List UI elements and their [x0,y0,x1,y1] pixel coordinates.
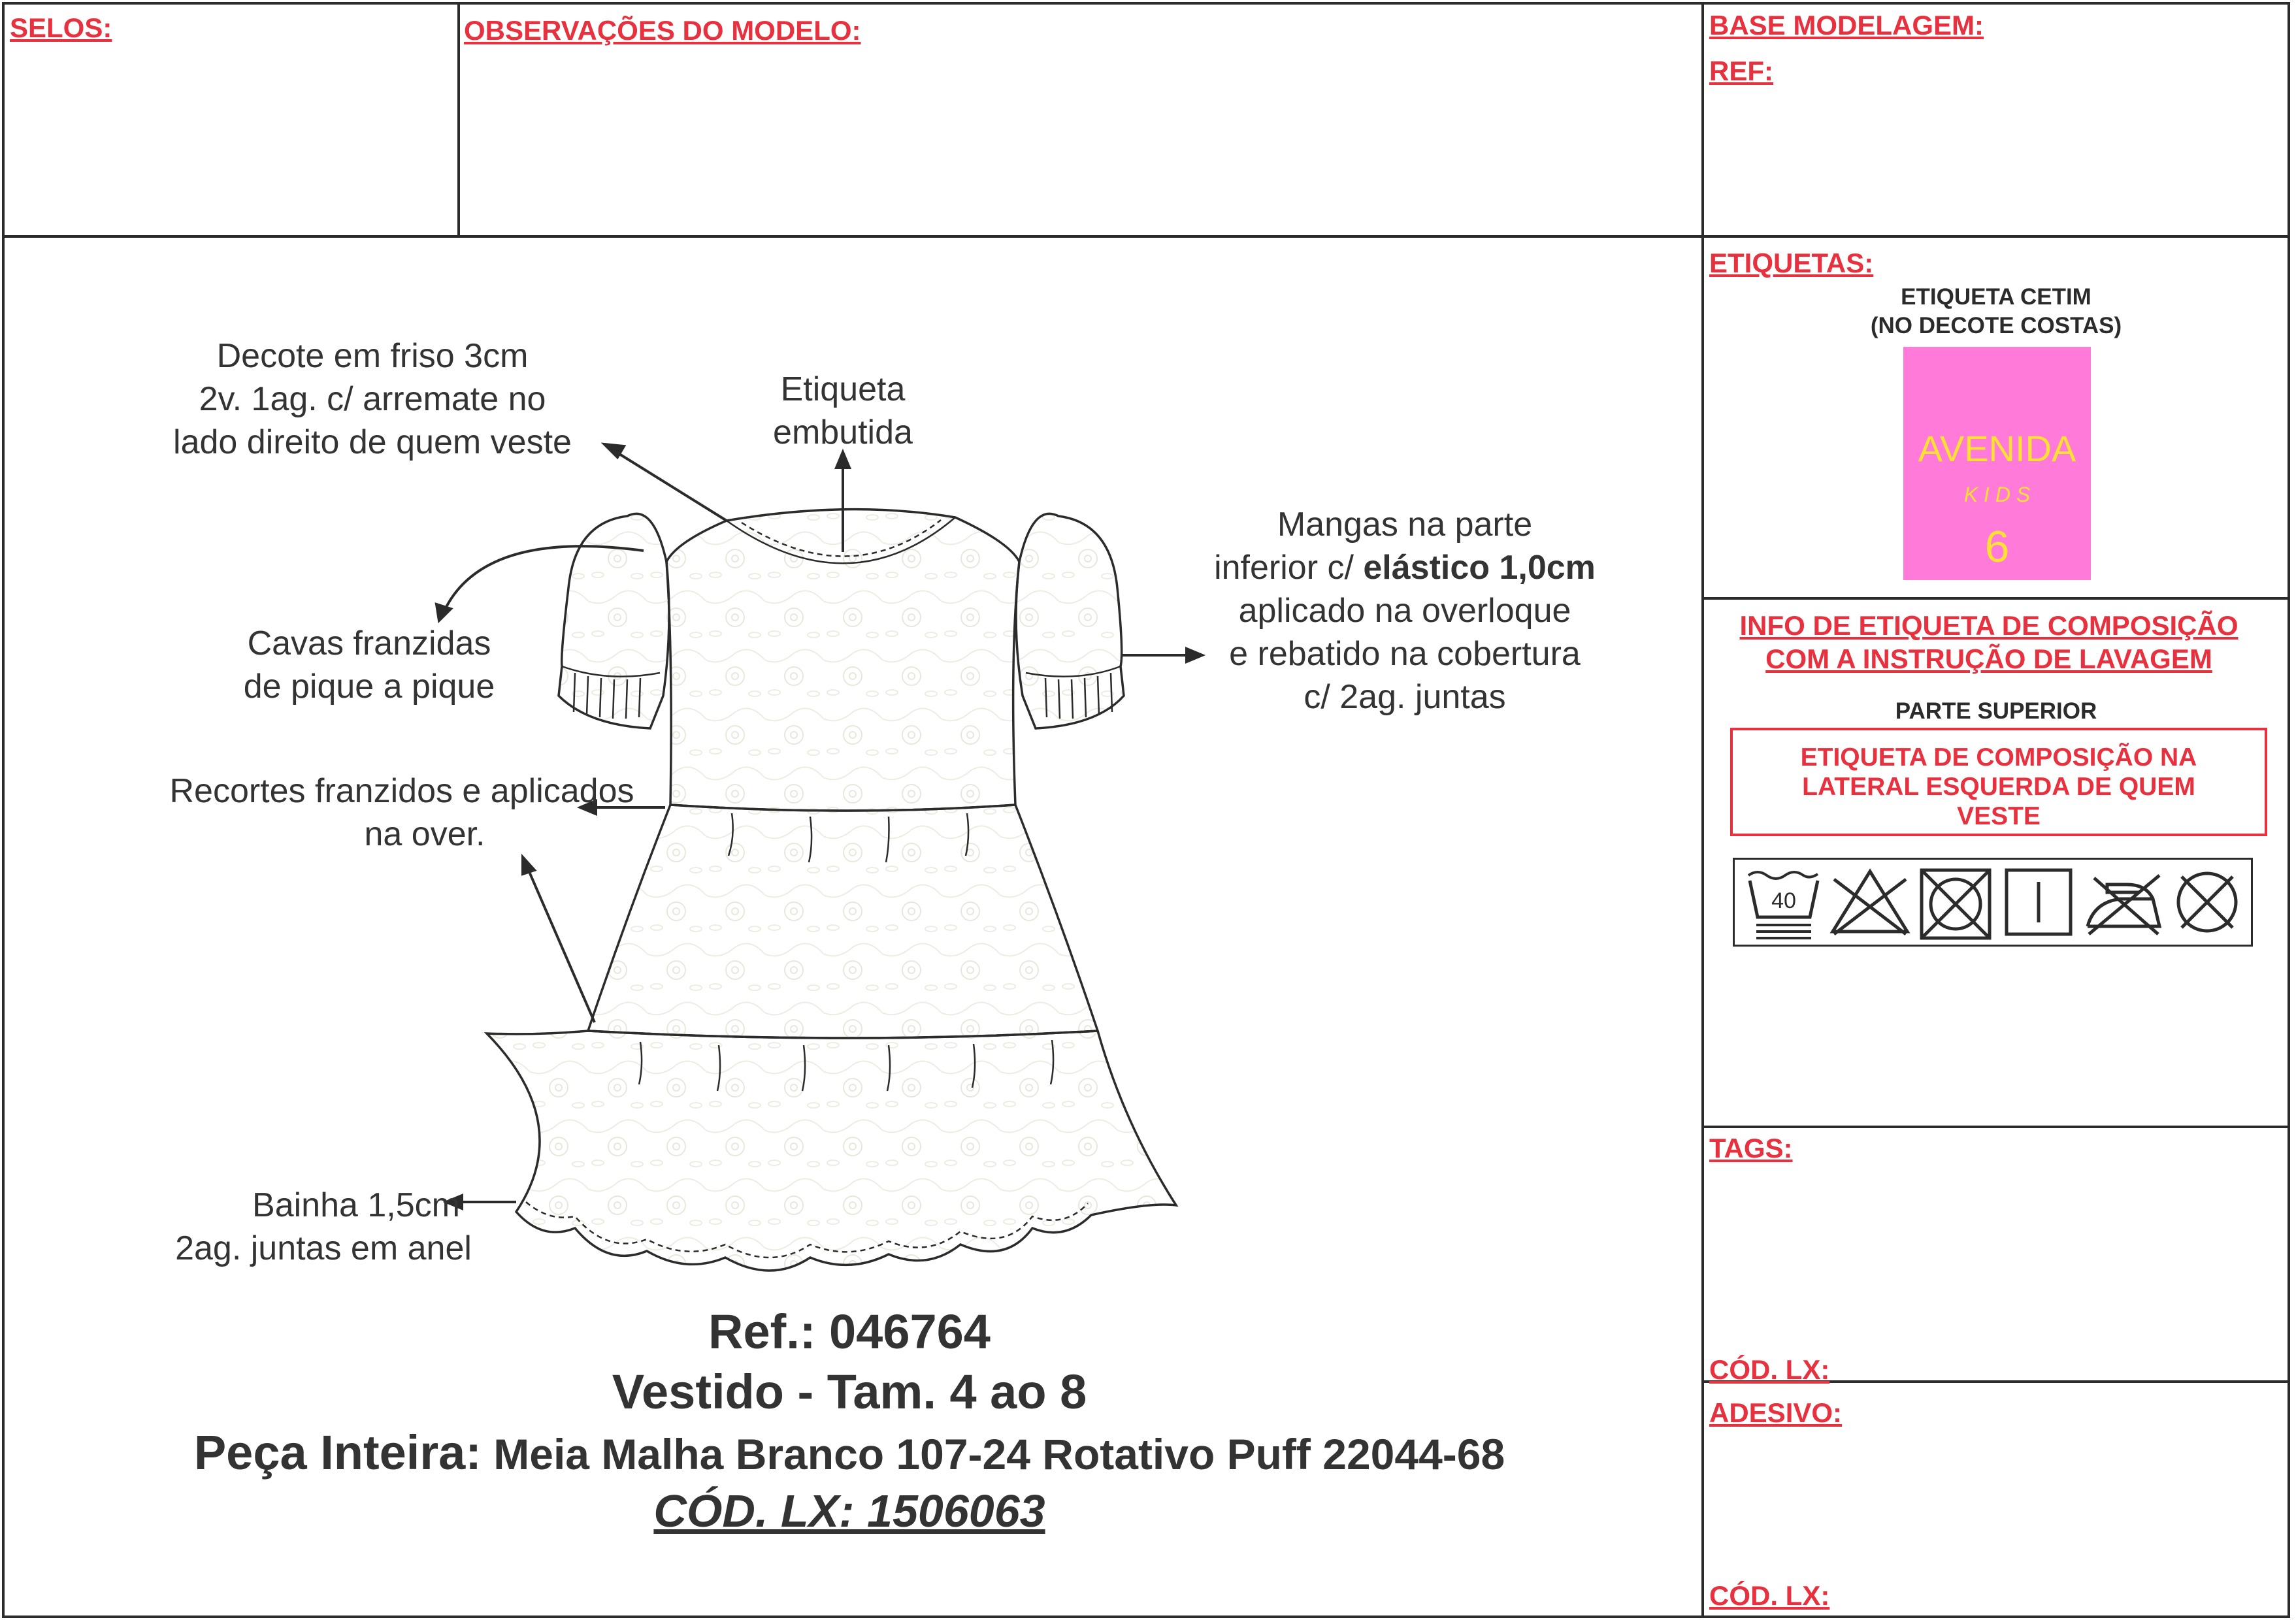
wash-40-icon [1745,866,1823,941]
etiqueta-cetim-title: ETIQUETA CETIM [1901,284,2091,310]
product-cod-lx: CÓD. LX: 1506063 [653,1486,1045,1536]
tags-label: TAGS: [1709,1133,1793,1163]
right-divider-3 [1701,1126,2290,1128]
observacoes-label: OBSERVAÇÕES DO MODELO: [464,15,861,46]
callout-etiqueta [712,368,974,454]
no-bleach-icon [1828,866,1912,938]
callout-mangas-3: aplicado na overloque [1238,592,1571,630]
callout-etiqueta-2: embutida [773,414,913,452]
callout-recortes [137,770,666,856]
callout-mangas-4: e rebatido na cobertura [1229,635,1581,674]
product-ref: Ref.: 046764 [708,1305,991,1359]
brand-label-sub: K I D S [1963,483,2031,506]
dress-outline [487,510,1176,1271]
info-etiqueta-line1: INFO DE ETIQUETA DE COMPOSIÇÃO [1739,610,2239,641]
callout-decote-2: 2v. 1ag. c/ arremate no [199,380,546,419]
brand-label-name: AVENIDA [1918,428,2076,469]
product-name: Vestido - Tam. 4 ao 8 [612,1365,1087,1419]
callout-decote-3: lado direito de quem veste [173,423,572,462]
product-piece-value: Meia Malha Branco 107-24 Rotativo Puff 22044-68 [481,1430,1505,1478]
tags-cod-lx: CÓD. LX: [1709,1354,1830,1385]
wash-temp: 40 [1771,888,1796,913]
base-modelagem-label: BASE MODELAGEM: [1709,10,1984,41]
adesivo-label: ADESIVO: [1709,1397,1843,1428]
callout-bainha-2: 2ag. juntas em anel [175,1229,472,1268]
product-piece [0,1425,1699,1480]
care-symbols-strip [1733,858,2253,947]
no-iron-icon [2081,866,2166,939]
product-piece-label: Peça Inteira: [193,1425,482,1480]
right-divider-2 [1701,597,2290,600]
selos-label: SELOS: [10,12,112,43]
callout-cavas [186,622,552,708]
info-etiqueta-line2: COM A INSTRUÇÃO DE LAVAGEM [1765,643,2212,674]
no-dry-clean-icon [2171,866,2243,938]
line-dry-icon [2003,866,2075,938]
callout-decote [131,334,614,464]
callout-mangas [1163,503,1647,719]
callout-mangas-2: inferior c/ elástico 1,0cm [1214,549,1596,587]
composition-box [1730,728,2267,836]
callout-mangas-5: c/ 2ag. juntas [1304,678,1506,717]
no-tumble-dry-icon [1918,866,1993,942]
callout-cavas-2: de pique a pique [243,668,495,706]
ref-label: REF: [1709,56,1773,86]
callout-decote-1: Decote em friso 3cm [216,337,529,375]
parte-superior: PARTE SUPERIOR [1895,698,2097,724]
callout-recortes-2: na over. [364,815,485,854]
callout-bainha [137,1184,510,1270]
callout-cavas-1: Cavas franzidas [247,625,491,662]
callout-mangas-1: Mangas na parte [1277,506,1533,544]
adesivo-cod-lx: CÓD. LX: [1709,1580,1830,1611]
right-divider-1 [1701,235,2290,238]
callout-recortes-1: Recortes franzidos e aplicados [169,772,634,810]
brand-label-size: 6 [1984,522,2010,572]
brand-label-swatch [1903,347,2091,580]
callout-bainha-1: Bainha 1,5cm [252,1186,460,1224]
callout-etiqueta-1: Etiqueta [780,370,906,408]
etiquetas-label: ETIQUETAS: [1709,248,1874,278]
composition-line1: ETIQUETA DE COMPOSIÇÃO NA [1800,743,2197,771]
composition-line3: VESTE [1957,802,2041,830]
composition-line2: LATERAL ESQUERDA DE QUEM [1802,773,2195,801]
etiqueta-cetim-location: (NO DECOTE COSTAS) [1870,313,2122,338]
right-panel-divider [1701,2,1704,1618]
